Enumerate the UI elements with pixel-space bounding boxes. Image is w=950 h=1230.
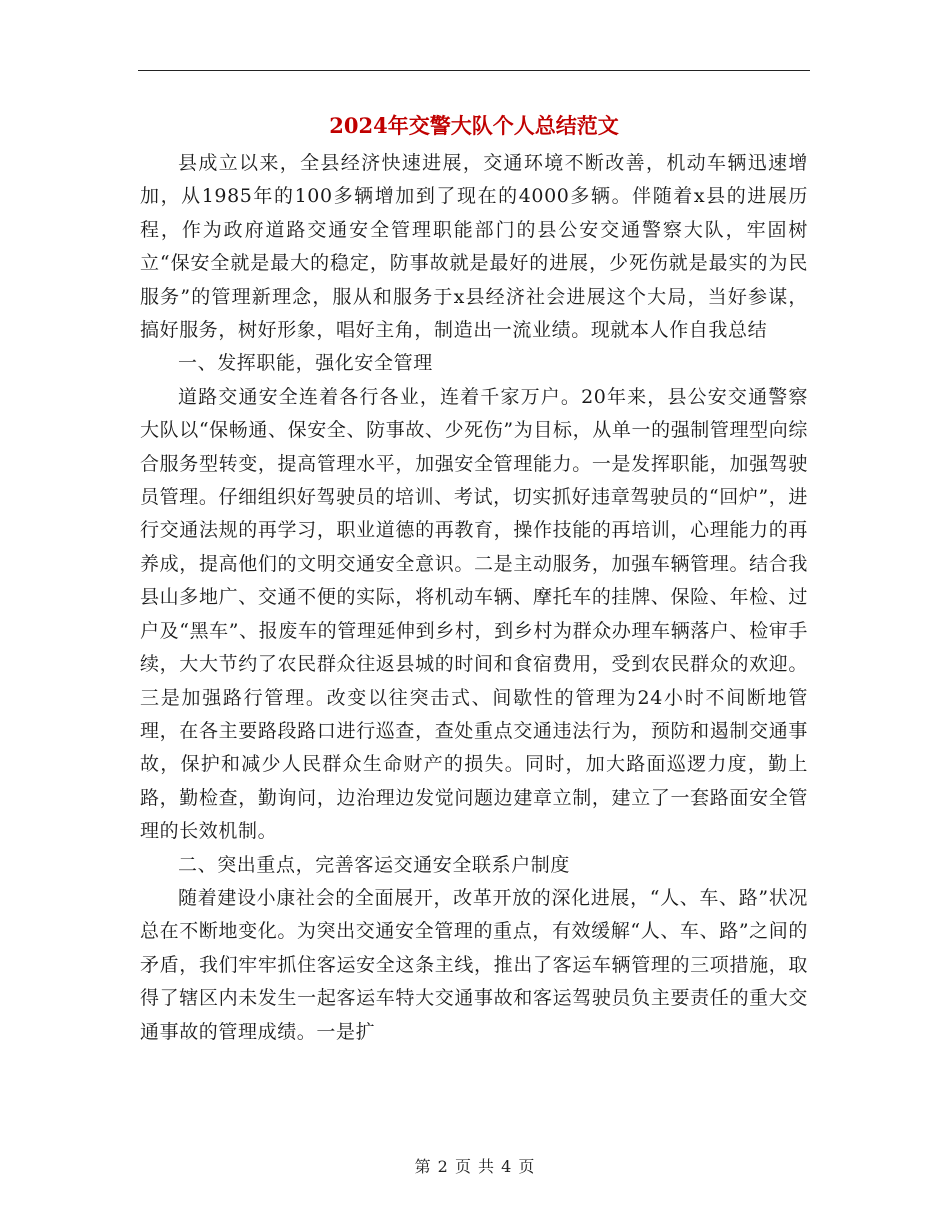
section-heading-2: 二、突出重点，完善客运交通安全联系户制度	[178, 853, 571, 876]
page-number: 第 2 页 共 4 页	[414, 1157, 536, 1176]
document-body	[140, 147, 808, 1049]
paragraph-section-2: 随着建设小康社会的全面展开，改革开放的深化进展，“人、车、路”状况总在不断地变化。为突出交通安全管理的重点，有效缓解“人、车、路”之间的矛盾，我们牢牢抓住客运安全这条主线，推出了客运车辆管理的三项措施，取得了辖区内未发生一起客运车特大交通事故和客运驾驶员负主要责任的重大交通事故的管理成绩。一是扩	[140, 886, 808, 1043]
paragraph-section-1: 道路交通安全连着各行各业，连着千家万户。20年来，县公安交通警察大队以“保畅通、保安全、防事故、少死伤”为目标，从单一的强制管理型向综合服务型转变，提高管理水平，加强安全管理能力。一是发挥职能，加强驾驶员管理。仔细组织好驾驶员的培训、考试，切实抓好违章驾驶员的“回炉”，进行交通法规的再学习，职业道德的再教育，操作技能的再培训，心理能力的再养成，提高他们的文明交通安全意识。二是主动服务，加强车辆管理。结合我县山多地广、交通不便的实际，将机动车辆、摩托车的挂牌、保险、年检、过户及“黑车”、报废车的管理延伸到乡村，到乡村为群众办理车辆落户、检审手续，大大节约了农民群众往返县城的时间和食宿费用，受到农民群众的欢迎。三是加强路行管理。改变以往突击式、间歇性的管理为24小时不间断地管理，在各主要路段路口进行巡查，查处重点交通违法行为，预防和遏制交通事故，保护和减少人民群众生命财产的损失。同时，加大路面巡逻力度，勤上路，勤检查，勤询问，边治理边发觉问题边建章立制，建立了一套路面安全管理的长效机制。	[140, 385, 808, 843]
header-rule	[138, 70, 810, 71]
section-heading-1: 一、发挥职能，强化安全管理	[178, 352, 433, 375]
document-title: 2024年交警大队个人总结范文	[329, 113, 619, 138]
paragraph-intro: 县成立以来，全县经济快速进展，交通环境不断改善，机动车辆迅速增加，从1985年的100多辆增加到了现在的4000多辆。伴随着x县的进展历程，作为政府道路交通安全管理职能部门的县公安交通警察大队，牢固树立“保安全就是最大的稳定，防事故就是最好的进展，少死伤就是最实的为民服务”的管理新理念，服从和服务于x县经济社会进展这个大局，当好参谋，搞好服务，树好形象，唱好主角，制造出一流业绩。现就本人作自我总结	[140, 152, 808, 342]
